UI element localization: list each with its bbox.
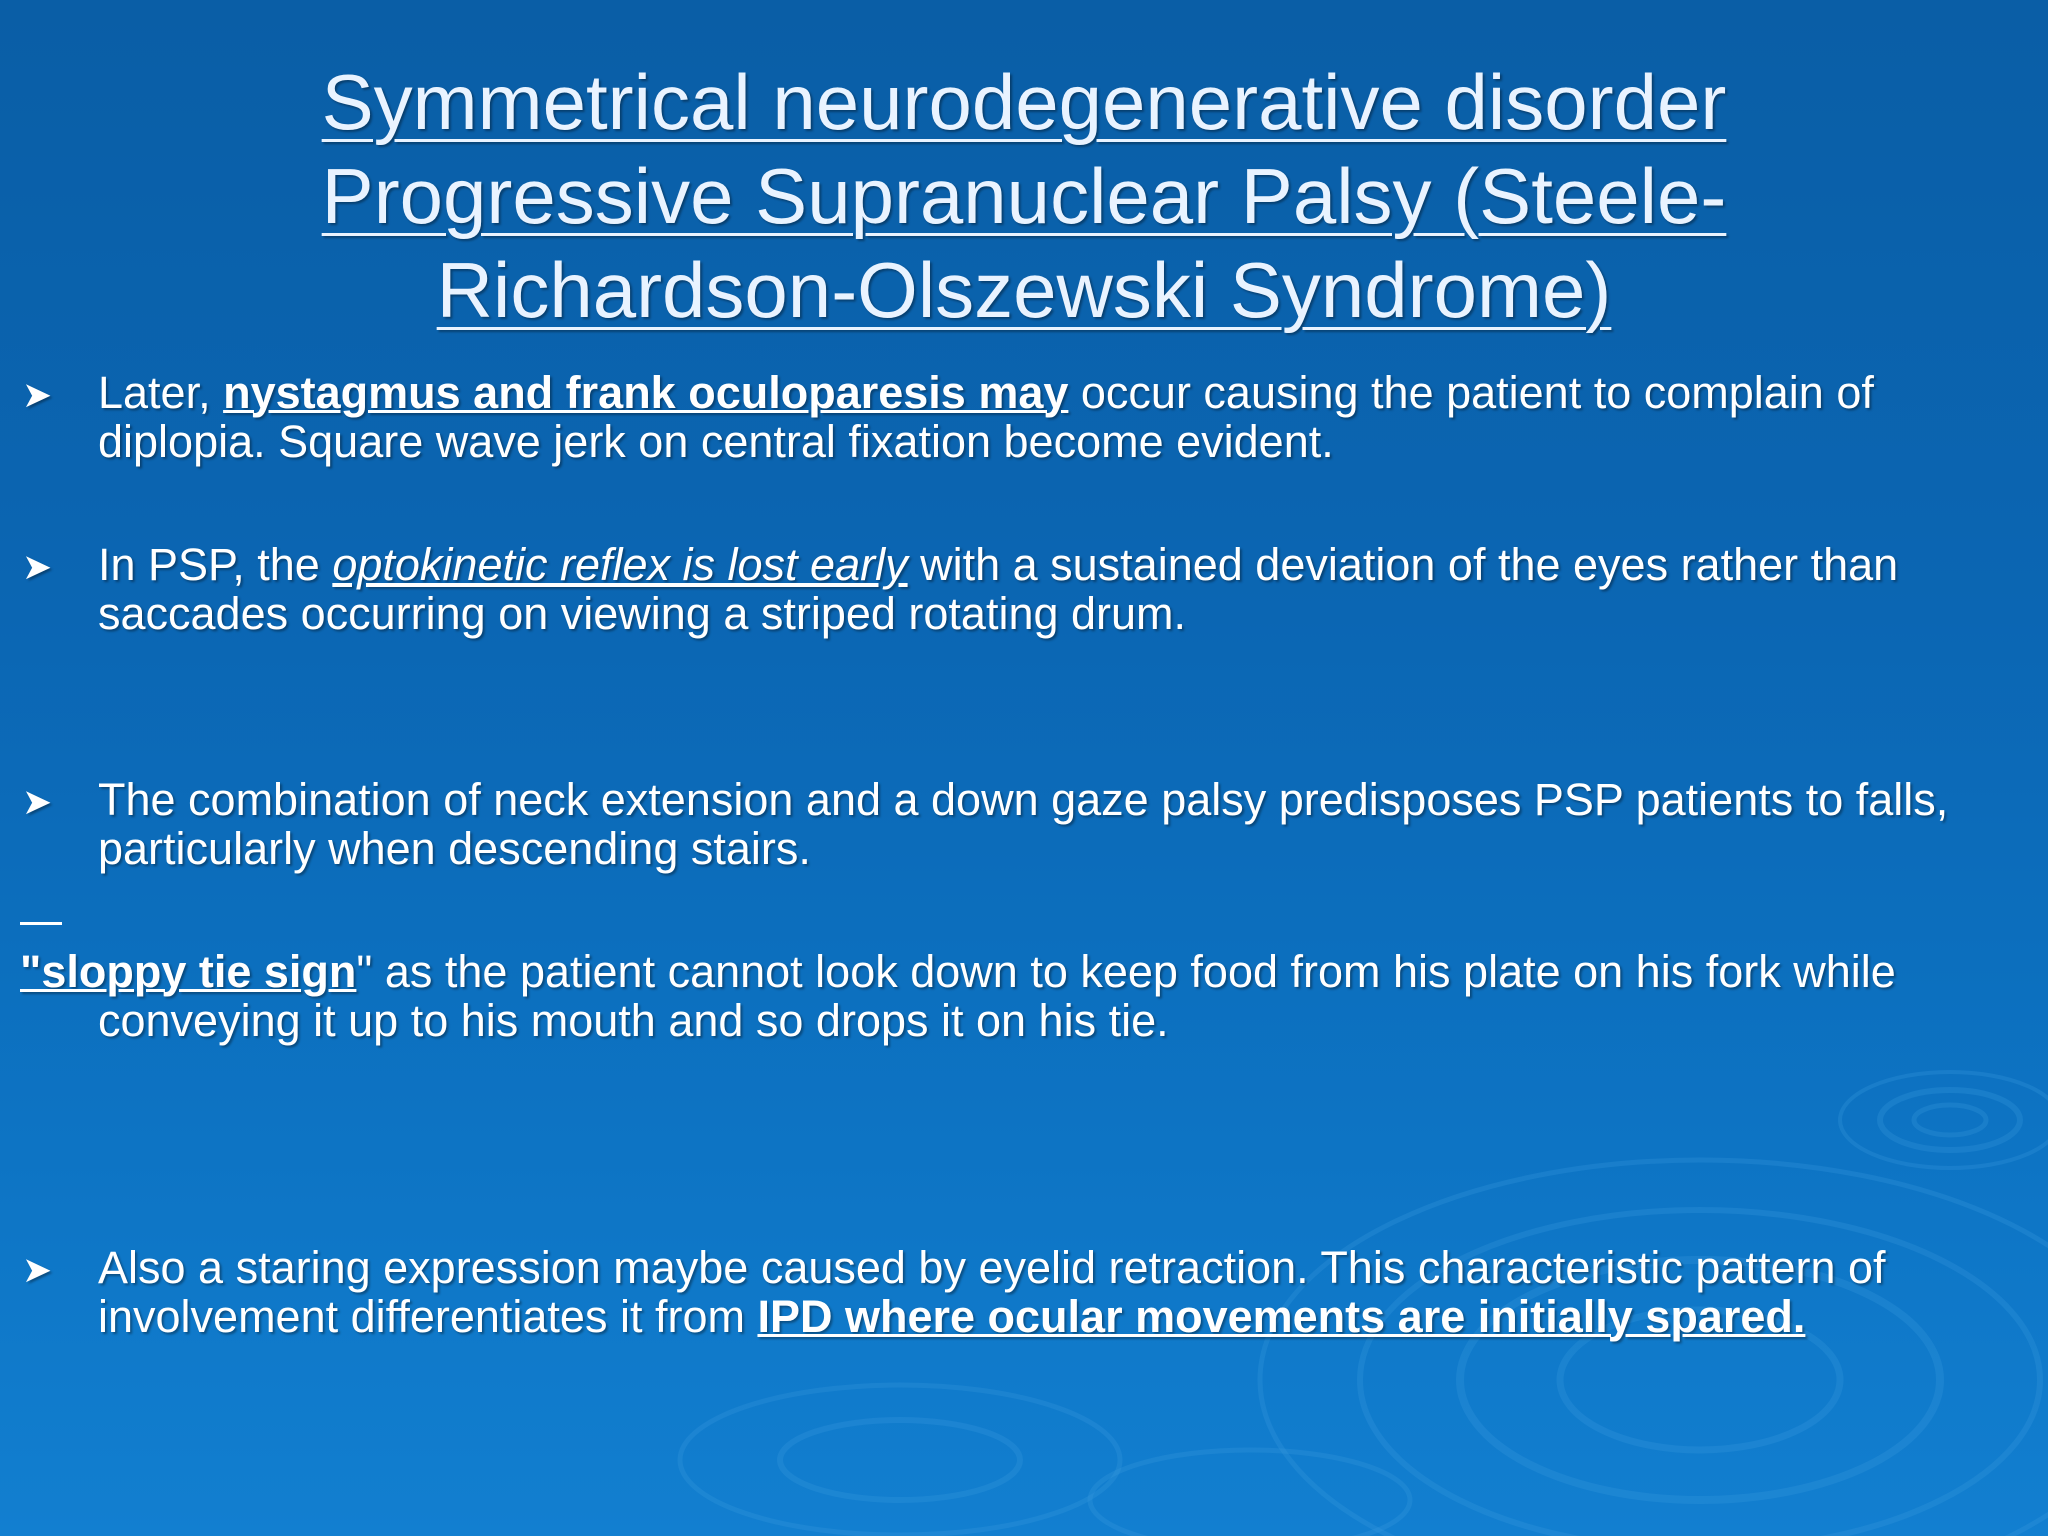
title-line-1: Symmetrical neurodegenerative disorder xyxy=(321,58,1727,146)
underline-dash xyxy=(20,922,62,925)
slide-title xyxy=(0,55,2048,337)
arrowhead-bullet-icon: ➤ xyxy=(22,546,53,587)
bullet-text-3 xyxy=(0,775,2030,873)
bullet-item-1 xyxy=(0,368,2030,466)
bullet-2-pre: In PSP, the xyxy=(98,539,333,590)
sloppy-tie-post: " as the patient cannot look down to keep food from his plate on his fork while conveying it up to his mouth and so drops it on his tie. xyxy=(98,946,1896,1046)
bullet-text-2 xyxy=(0,540,2030,638)
arrowhead-bullet-icon: ➤ xyxy=(22,781,53,822)
bullet-4-emphasis: IPD where ocular movements are initially spared. xyxy=(757,1291,1806,1342)
sloppy-tie-text xyxy=(0,947,2030,1045)
bullet-1-post: occur causing the patient to complain of diplopia. Square wave jerk on central fixation become evident. xyxy=(98,367,1874,467)
bullet-item-3 xyxy=(0,775,2030,873)
bullet-2-emphasis: optokinetic reflex is lost early xyxy=(332,539,908,590)
bullet-1-emphasis: nystagmus and frank oculoparesis may xyxy=(223,367,1069,418)
bullet-3-text: The combination of neck extension and a down gaze palsy predisposes PSP patients to falls, particularly when descending stairs. xyxy=(98,774,1949,874)
title-line-3: Richardson-Olszewski Syndrome) xyxy=(436,246,1612,334)
title-line-2: Progressive Supranuclear Palsy (Steele- xyxy=(321,152,1727,240)
bullet-text-4 xyxy=(0,1243,2030,1341)
bullet-1-pre: Later, xyxy=(98,367,224,418)
bullet-item-4 xyxy=(0,1243,2030,1341)
arrowhead-bullet-icon: ➤ xyxy=(22,374,53,415)
bullet-item-2 xyxy=(0,540,2030,638)
sloppy-tie-emphasis: "sloppy tie sign xyxy=(20,946,357,997)
bullet-text-1 xyxy=(0,368,2030,466)
bullet-2-post: with a sustained deviation of the eyes rather than saccades occurring on viewing a striped rotating drum. xyxy=(98,539,1899,639)
arrowhead-bullet-icon: ➤ xyxy=(22,1249,53,1290)
bullet-4-pre: Also a staring expression maybe caused by eyelid retraction. This characteristic pattern of involvement differentiates it from xyxy=(98,1242,1886,1342)
sloppy-tie-paragraph xyxy=(0,947,2030,1045)
